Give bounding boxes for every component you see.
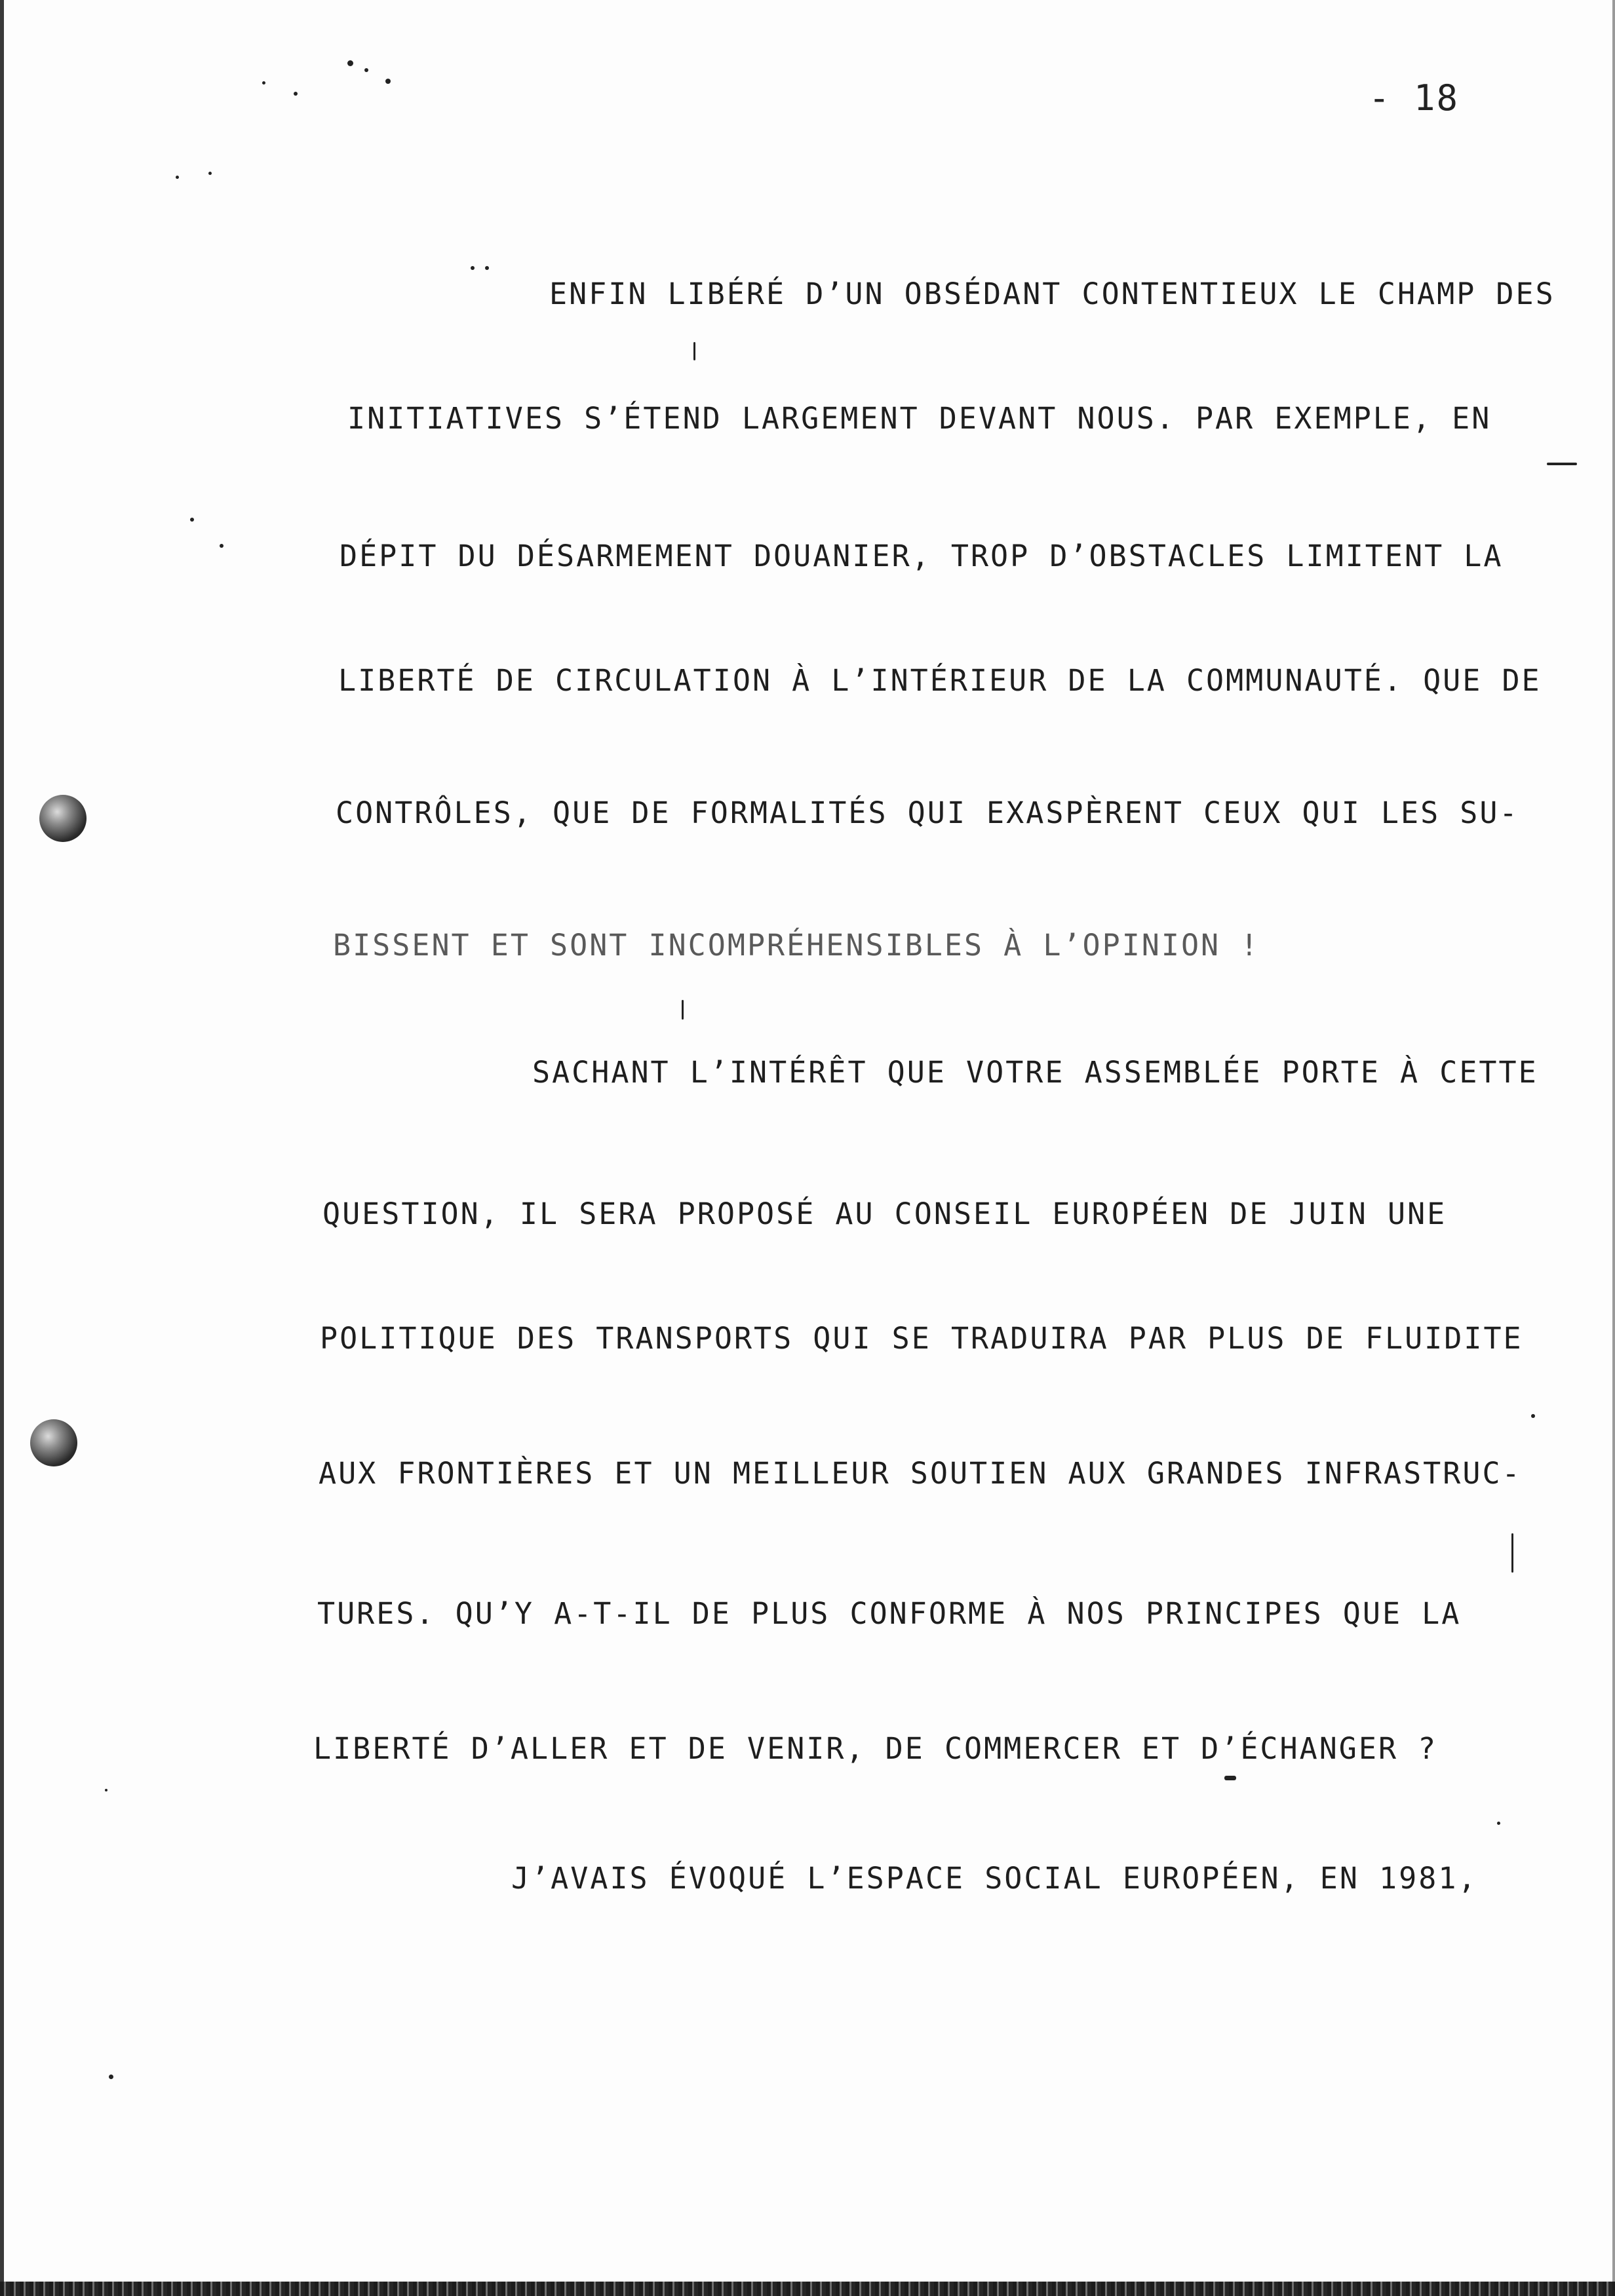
scan-speck <box>190 518 194 522</box>
text-line: SACHANT L’INTÉRÊT QUE VOTRE ASSEMBLÉE PORTE À CETTE <box>532 1055 1538 1090</box>
scan-speck <box>1511 1533 1513 1573</box>
scan-speck <box>1224 1776 1236 1780</box>
text-line: TURES. QU’Y A-T-IL DE PLUS CONFORME À NOS PRINCIPES QUE LA <box>317 1596 1462 1631</box>
text-line: POLITIQUE DES TRANSPORTS QUI SE TRADUIRA PAR PLUS DE FLUIDITE <box>320 1321 1523 1356</box>
scan-edge-bottom <box>0 2282 1615 2296</box>
page-number: - 18 <box>1368 77 1459 119</box>
text-line: J’AVAIS ÉVOQUÉ L’ESPACE SOCIAL EUROPÉEN, EN 1981, <box>511 1861 1478 1896</box>
scan-speck <box>1497 1822 1500 1825</box>
scan-speck <box>471 266 475 270</box>
text-line: CONTRÔLES, QUE DE FORMALITÉS QUI EXASPÈRENT CEUX QUI LES SU- <box>336 795 1519 830</box>
scan-speck <box>294 92 298 96</box>
scan-speck <box>364 68 368 72</box>
text-line: BISSENT ET SONT INCOMPRÉHENSIBLES À L’OPINION ! <box>333 928 1260 963</box>
scan-speck <box>682 1000 684 1020</box>
text-line: INITIATIVES S’ÉTEND LARGEMENT DEVANT NOUS. PAR EXEMPLE, EN <box>347 401 1492 436</box>
scan-speck <box>1547 463 1577 465</box>
scan-speck <box>220 544 224 548</box>
scan-speck <box>693 342 695 360</box>
punch-hole-icon <box>30 1419 77 1466</box>
text-line: AUX FRONTIÈRES ET UN MEILLEUR SOUTIEN AUX GRANDES INFRASTRUC- <box>319 1456 1522 1491</box>
scan-speck <box>347 60 353 66</box>
punch-hole-icon <box>39 795 87 842</box>
scan-speck <box>1531 1414 1535 1418</box>
text-line: LIBERTÉ DE CIRCULATION À L’INTÉRIEUR DE LA COMMUNAUTÉ. QUE DE <box>338 663 1542 698</box>
scan-speck <box>485 266 489 270</box>
text-line: DÉPIT DU DÉSARMEMENT DOUANIER, TROP D’OBSTACLES LIMITENT LA <box>340 539 1504 573</box>
text-line: ENFIN LIBÉRÉ D’UN OBSÉDANT CONTENTIEUX LE CHAMP DES <box>549 277 1555 311</box>
scan-speck <box>208 172 212 175</box>
scan-speck <box>176 176 179 179</box>
scan-speck <box>262 81 265 85</box>
scan-edge-left <box>0 0 4 2296</box>
scan-edge-right <box>1612 0 1615 2296</box>
text-line: QUESTION, IL SERA PROPOSÉ AU CONSEIL EUROPÉEN DE JUIN UNE <box>322 1196 1447 1231</box>
scan-speck <box>105 1789 107 1791</box>
scan-speck <box>109 2075 113 2079</box>
scan-speck <box>385 79 391 84</box>
text-line: LIBERTÉ D’ALLER ET DE VENIR, DE COMMERCER ET D’ÉCHANGER ? <box>313 1731 1438 1766</box>
